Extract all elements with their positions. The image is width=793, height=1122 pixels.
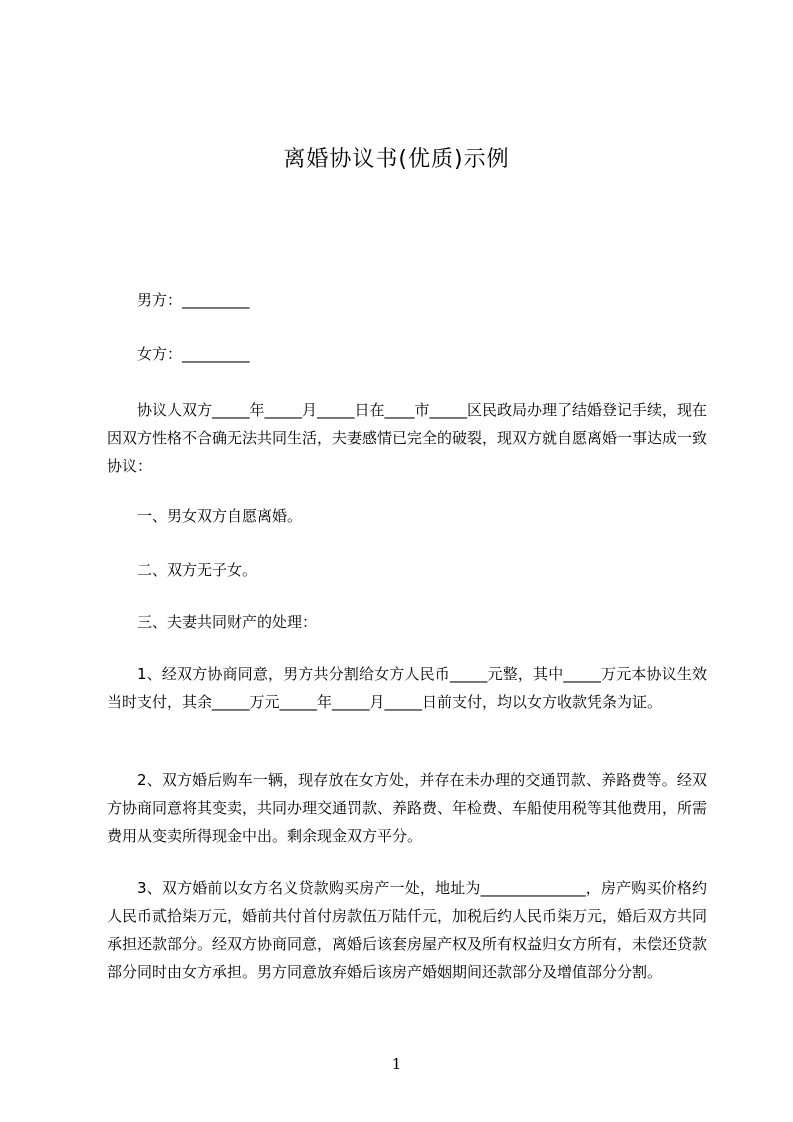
female-party-line: 女方：_________ — [137, 345, 250, 363]
page-number: 1 — [391, 1055, 402, 1073]
clause-2: 二、双方无子女。 — [137, 561, 258, 579]
male-party-line: 男方：_________ — [137, 291, 250, 309]
clause-1: 一、男女双方自愿离婚。 — [137, 507, 303, 525]
intro-paragraph: 协议人双方_____年_____月_____日在____市_____区民政局办理了结婚登记手续，现在因双方性格不合确无法共同生活，夫妻感情已完全的破裂，现双方就自愿离婚一事达成一致协议： — [107, 401, 708, 475]
property-item-3: 3、双方婚前以女方名义贷款购买房产一处，地址为______________，房产购买价格约人民币贰拾柒万元，婚前共付首付房款伍万陆仟元，加税后约人民币柒万元，婚后双方共同承担还款部分。经双方协商同意，离婚后该套房屋产权及所有权益归女方所有，未偿还贷款部分同时由女方承担。男方同意放弃婚后该房产婚姻期间还款部分及增值部分分割。 — [107, 879, 708, 981]
property-item-1: 1、经双方协商同意，男方共分割给女方人民币_____元整，其中_____万元本协议生效当时支付，其余_____万元_____年_____月_____日前支付，均以女方收款凭条为证。 — [107, 665, 707, 711]
document-title: 离婚协议书(优质)示例 — [283, 147, 510, 172]
property-item-2: 2、双方婚后购车一辆，现存放在女方处，并存在未办理的交通罚款、养路费等。经双方协商同意将其变卖，共同办理交通罚款、养路费、年检费、车船使用税等其他费用，所需费用从变卖所得现金中出。剩余现金双方平分。 — [107, 771, 708, 845]
clause-3: 三、夫妻共同财产的处理： — [137, 613, 318, 631]
